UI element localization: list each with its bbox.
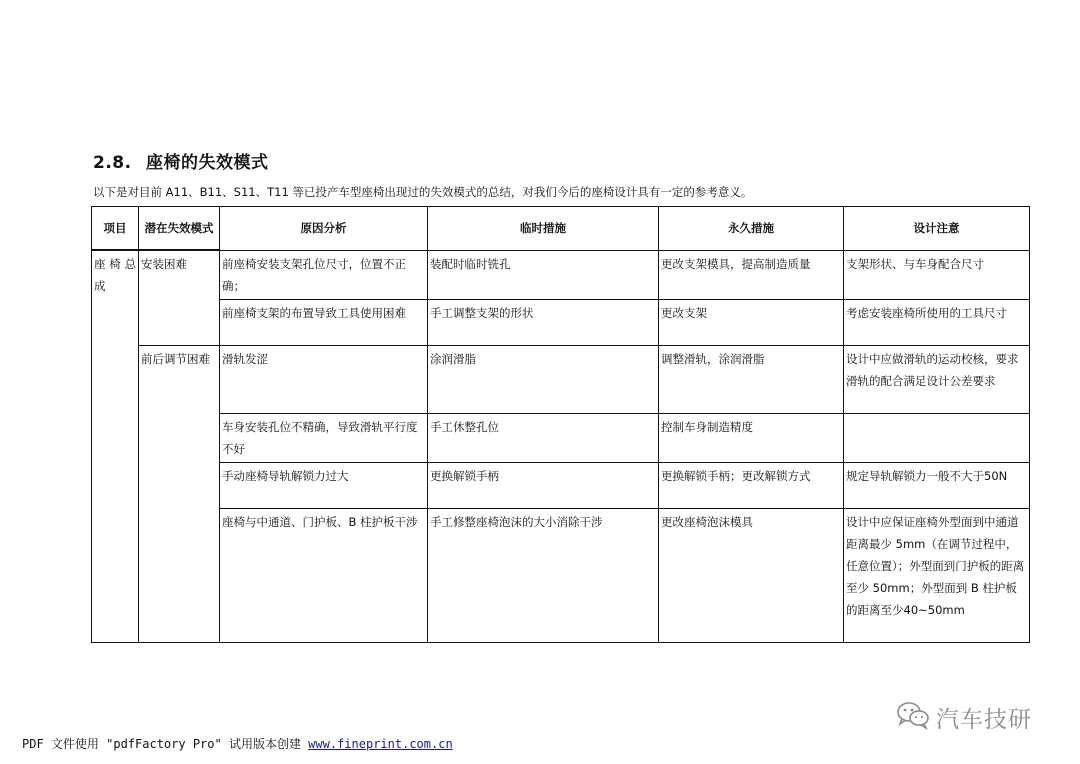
design-note-cell: 设计中应保证座椅外型面到中通道距离最少 5mm（在调节过程中，任意位置）；外型面到门护板的距离至少 50mm；外型面到 B 柱护板的距离至少40~50mm	[844, 508, 1030, 642]
cause-cell: 座椅与中通道、门护板、B 柱护板干涉	[220, 508, 428, 642]
pdf-footer	[22, 735, 453, 752]
table-row	[92, 508, 1030, 642]
header-temporary-measure: 临时措施	[428, 207, 659, 251]
cause-cell: 滑轨发涩	[220, 345, 428, 413]
header-item: 项目	[92, 207, 139, 251]
cause-cell: 车身安装孔位不精确，导致滑轨平行度不好	[220, 413, 428, 462]
cause-cell: 手动座椅导轨解锁力过大	[220, 462, 428, 508]
design-note-cell: 考虑安装座椅所使用的工具尺寸	[844, 299, 1030, 345]
table-row	[92, 299, 1030, 345]
section-number: 2.8.	[93, 153, 132, 173]
header-permanent-measure: 永久措施	[659, 207, 844, 251]
table-row	[92, 250, 1030, 299]
design-note-cell: 设计中应做滑轨的运动校核，要求滑轨的配合满足设计公差要求	[844, 345, 1030, 413]
intro-paragraph: 以下是对目前 A11、B11、S11、T11 等已投产车型座椅出现过的失效模式的总结，对我们今后的座椅设计具有一定的参考意义。	[93, 185, 753, 199]
temp-measure-cell: 装配时临时铣孔	[428, 250, 659, 299]
table-header-row	[92, 207, 1030, 251]
wechat-icon	[896, 700, 930, 734]
temp-measure-cell: 更换解锁手柄	[428, 462, 659, 508]
perm-measure-cell: 更换解锁手柄；更改解锁方式	[659, 462, 844, 508]
header-potential-failure-mode: 潜在失效模式	[139, 207, 220, 251]
design-note-cell: 规定导轨解锁力一般不大于50N	[844, 462, 1030, 508]
perm-measure-cell: 更改座椅泡沫模具	[659, 508, 844, 642]
temp-measure-cell: 涂润滑脂	[428, 345, 659, 413]
section-title: 座椅的失效模式	[146, 153, 269, 173]
perm-measure-cell: 更改支架	[659, 299, 844, 345]
failure-mode-cell: 安装困难	[139, 250, 220, 345]
temp-measure-cell: 手工调整支架的形状	[428, 299, 659, 345]
footer-text: PDF 文件使用 "pdfFactory Pro" 试用版本创建	[22, 737, 309, 751]
table-row	[92, 462, 1030, 508]
perm-measure-cell: 调整滑轨，涂润滑脂	[659, 345, 844, 413]
cause-cell: 前座椅支架的布置导致工具使用困难	[220, 299, 428, 345]
failure-mode-cell: 前后调节困难	[139, 345, 220, 642]
watermark	[896, 700, 1032, 734]
temp-measure-cell: 手工休整孔位	[428, 413, 659, 462]
header-cause-analysis: 原因分析	[220, 207, 428, 251]
design-note-cell: 支架形状、与车身配合尺寸	[844, 250, 1030, 299]
item-cell: 座椅总成	[92, 250, 139, 642]
design-note-cell	[844, 413, 1030, 462]
temp-measure-cell: 手工修整座椅泡沫的大小消除干涉	[428, 508, 659, 642]
perm-measure-cell: 更改支架模具，提高制造质量	[659, 250, 844, 299]
perm-measure-cell: 控制车身制造精度	[659, 413, 844, 462]
table-row	[92, 413, 1030, 462]
header-design-notes: 设计注意	[844, 207, 1030, 251]
cause-cell: 前座椅安装支架孔位尺寸，位置不正确；	[220, 250, 428, 299]
footer-link[interactable]: www.fineprint.com.cn	[308, 737, 453, 751]
table-row	[92, 345, 1030, 413]
section-heading	[93, 148, 269, 173]
watermark-text: 汽车技研	[936, 706, 1032, 733]
failure-mode-table	[91, 206, 1030, 643]
